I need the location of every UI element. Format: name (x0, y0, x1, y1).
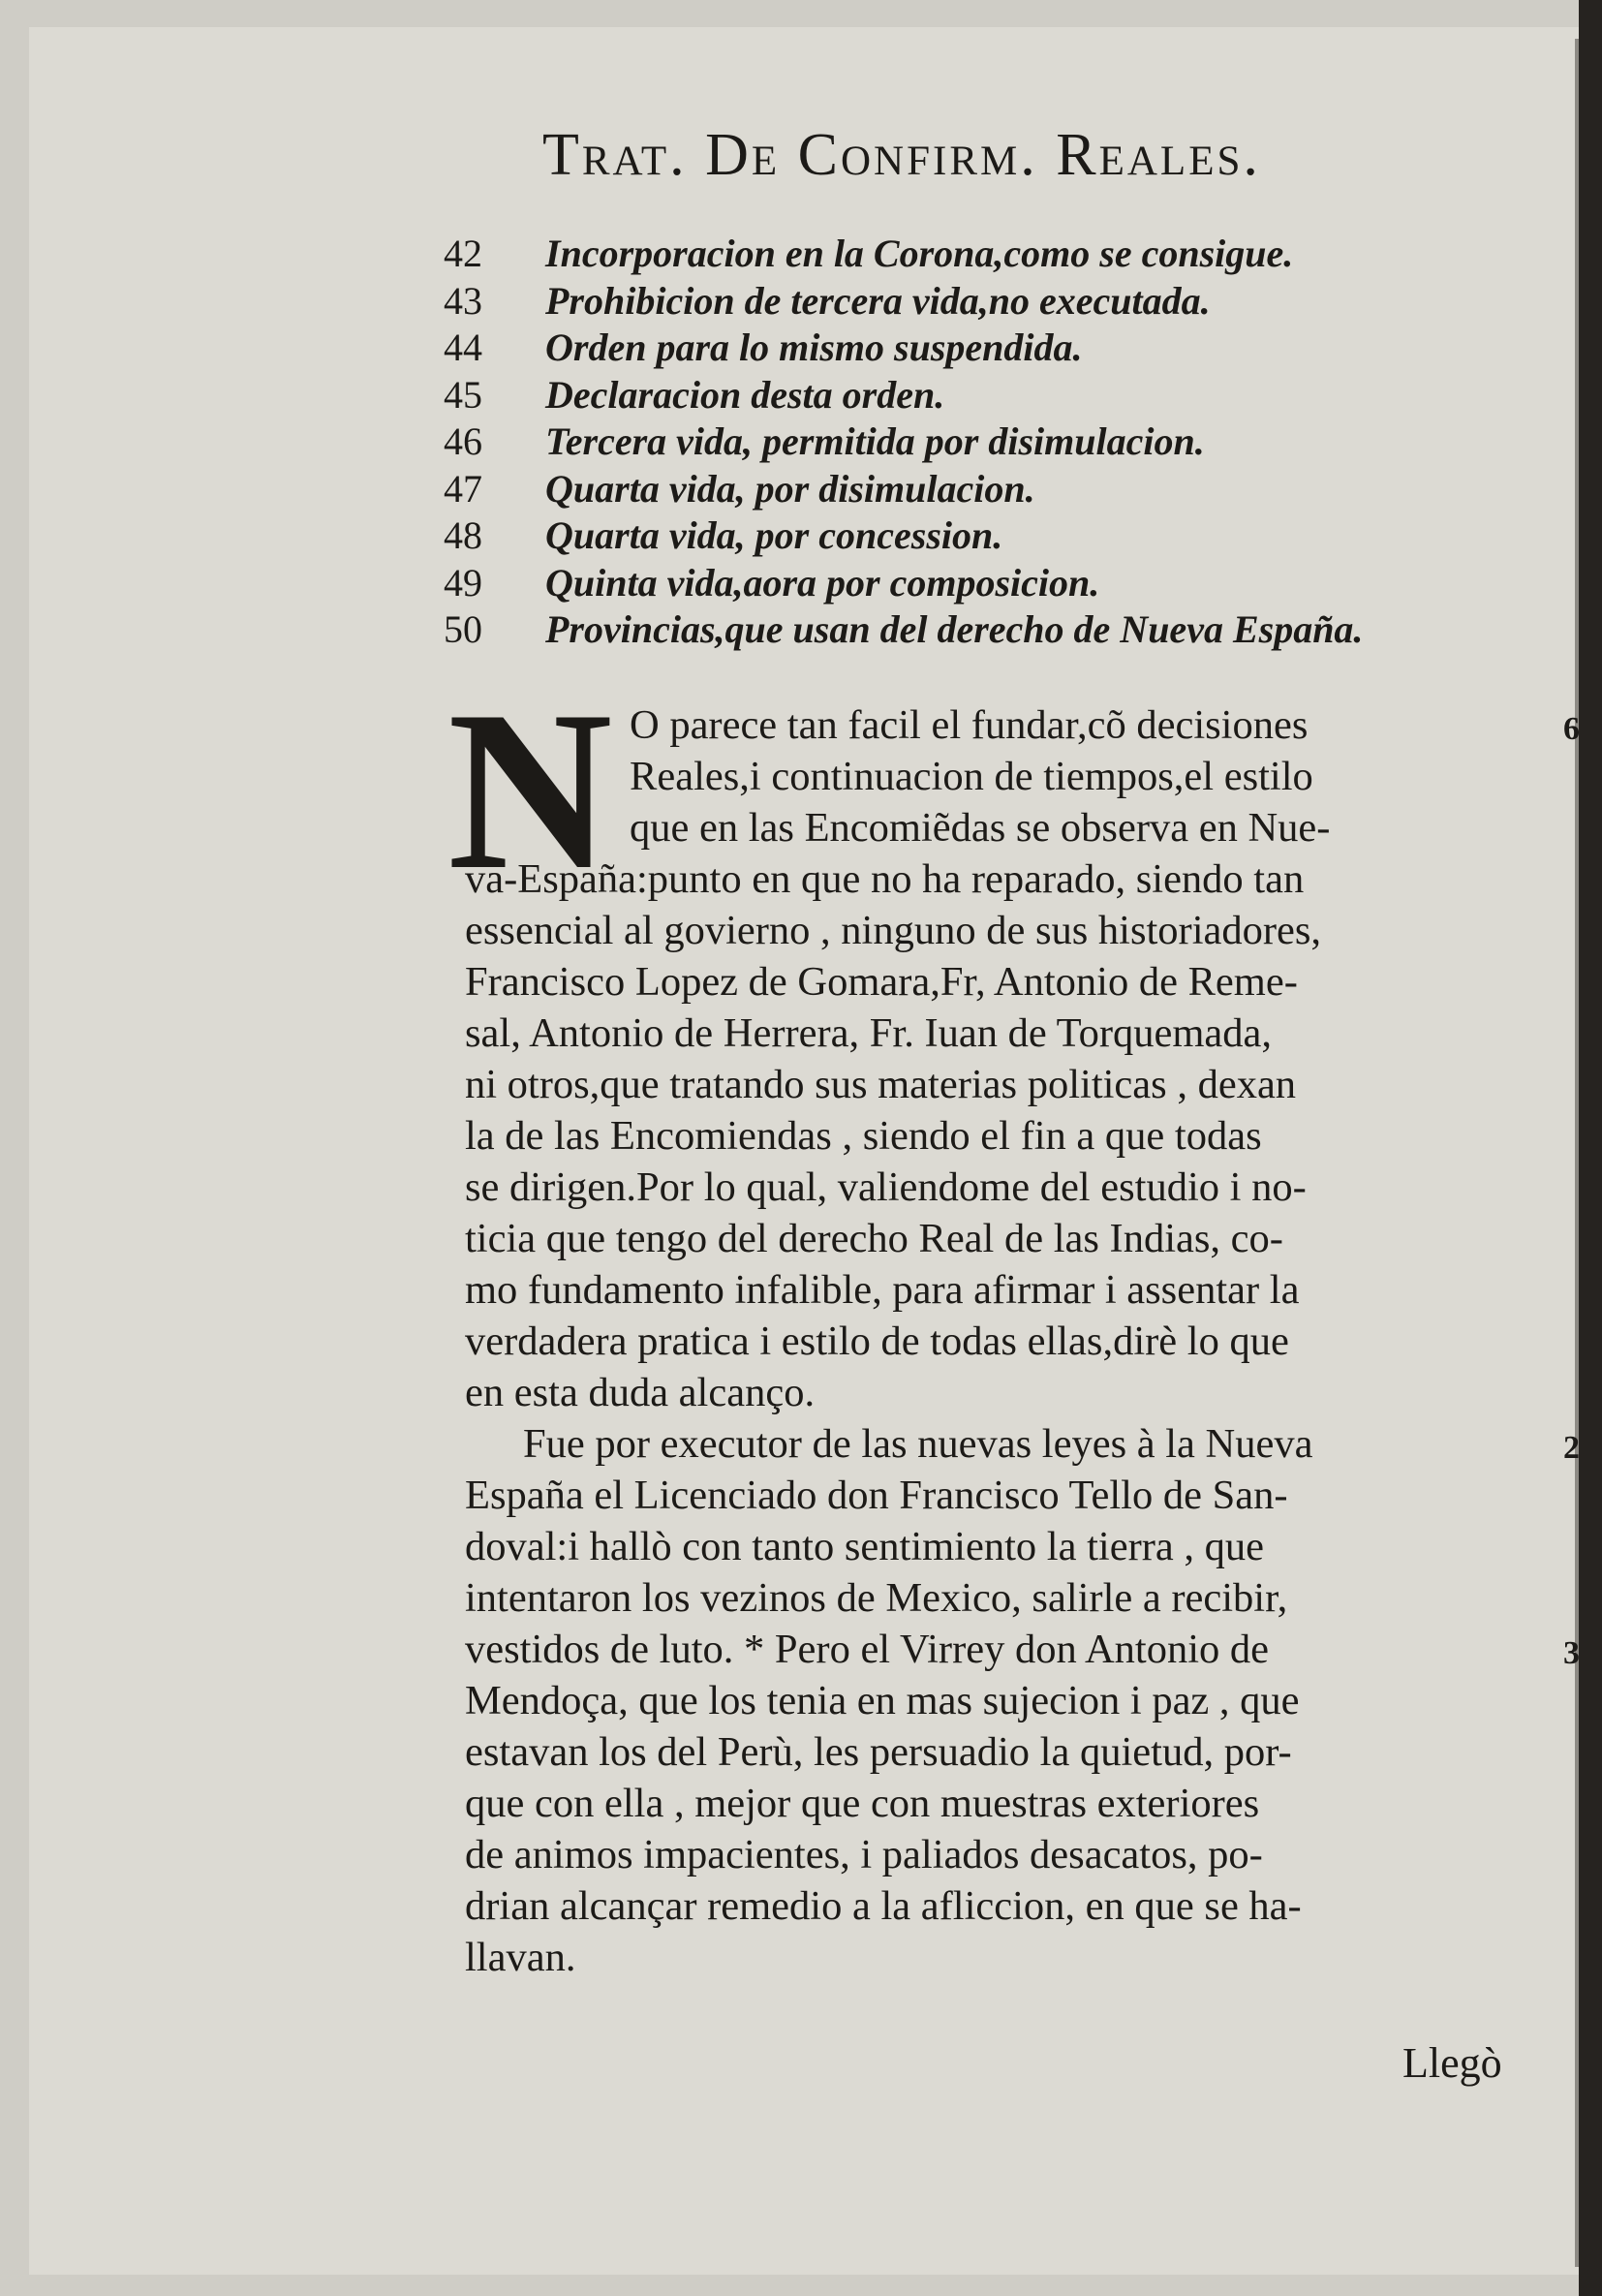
summary-item (444, 560, 1538, 607)
margin-note: 3 (1563, 1635, 1580, 1671)
summary-item (444, 512, 1538, 560)
body-line: Mendoça, que los tenia en mas sujecion i paz , que (465, 1678, 1300, 1723)
summary-item (444, 466, 1538, 513)
summary-text: Tercera vida, permitida por disimulacion. (545, 419, 1205, 463)
margin-note: 2 (1563, 1430, 1580, 1466)
summary-number: 44 (444, 326, 482, 369)
body-line: que con ella , mejor que con muestras exteriores (465, 1781, 1260, 1826)
summary-list (444, 231, 1538, 654)
body-line: estavan los del Perù, les persuadio la quietud, por- (465, 1729, 1292, 1775)
summary-number: 47 (444, 466, 482, 511)
body-line: se dirigen.Por lo qual, valiendome del estudio i no- (465, 1164, 1307, 1210)
summary-text: Prohibicion de tercera vida,no executada. (545, 278, 1211, 323)
summary-item (444, 606, 1538, 654)
body-line: Fue por executor de las nuevas leyes à la Nueva (523, 1421, 1313, 1467)
body-line: drian alcançar remedio a la afliccion, en que se ha- (465, 1883, 1302, 1929)
summary-text: Quinta vida,aora por composicion. (545, 560, 1100, 605)
summary-number: 49 (444, 560, 482, 605)
body-line: vestidos de luto. * Pero el Virrey don Antonio de (465, 1627, 1270, 1672)
summary-item (444, 278, 1538, 326)
summary-number: 43 (444, 278, 482, 323)
summary-text: Orden para lo mismo suspendida. (545, 326, 1083, 369)
body-line: la de las Encomiendas , siendo el fin a que todas (465, 1113, 1262, 1159)
body-line: intentaron los vezinos de Mexico, salirle a recibir, (465, 1575, 1288, 1621)
summary-item (444, 372, 1538, 419)
body-line: ticia que tengo del derecho Real de las Indias, co- (465, 1216, 1283, 1261)
body-line: Reales,i continuacion de tiempos,el estilo (630, 754, 1313, 799)
summary-number: 46 (444, 419, 482, 463)
body-line: va-España:punto en que no ha reparado, siendo tan (465, 856, 1305, 902)
drop-capital: N (447, 665, 613, 917)
summary-item (444, 231, 1538, 278)
body-line: mo fundamento infalible, para afirmar i assentar la (465, 1267, 1300, 1313)
summary-text: Provincias,que usan del derecho de Nueva España. (545, 607, 1364, 651)
body-line: Francisco Lopez de Gomara,Fr, Antonio de Reme- (465, 959, 1298, 1005)
body-line: verdadera pratica i estilo de todas ellas,dirè lo que (465, 1319, 1289, 1364)
summary-text: Incorporacion en la Corona,como se consigue. (545, 232, 1294, 275)
binding-edge (1579, 0, 1602, 2296)
summary-number: 42 (444, 232, 482, 275)
body-line: de animos impacientes, i paliados desacatos, po- (465, 1832, 1263, 1877)
body-line: España el Licenciado don Francisco Tello de San- (465, 1473, 1288, 1518)
summary-item (444, 325, 1538, 372)
body-line: ni otros,que tratando sus materias politicas , dexan (465, 1062, 1297, 1107)
body-line: doval:i hallò con tanto sentimiento la tierra , que (465, 1524, 1264, 1569)
margin-note: 6 (1563, 711, 1580, 747)
running-header: Trat. De Confirm. Reales. (542, 122, 1261, 188)
summary-text: Quarta vida, por concession. (545, 513, 1003, 557)
summary-text: Declaracion desta orden. (545, 372, 945, 417)
summary-number: 50 (444, 607, 482, 651)
summary-text: Quarta vida, por disimulacion. (545, 466, 1035, 511)
body-line: llavan. (465, 1935, 576, 1980)
summary-item (444, 419, 1538, 466)
summary-number: 45 (444, 372, 482, 417)
body-line: sal, Antonio de Herrera, Fr. Iuan de Torquemada, (465, 1010, 1273, 1056)
catchword: Llegò (1402, 2039, 1502, 2087)
body-line: O parece tan facil el fundar,cõ decisiones (630, 702, 1309, 748)
body-line: que en las Encomiẽdas se observa en Nue- (630, 805, 1331, 851)
summary-number: 48 (444, 513, 482, 557)
body-line: essencial al govierno , ninguno de sus historiadores, (465, 908, 1322, 953)
body-line: en esta duda alcanço. (465, 1370, 816, 1415)
